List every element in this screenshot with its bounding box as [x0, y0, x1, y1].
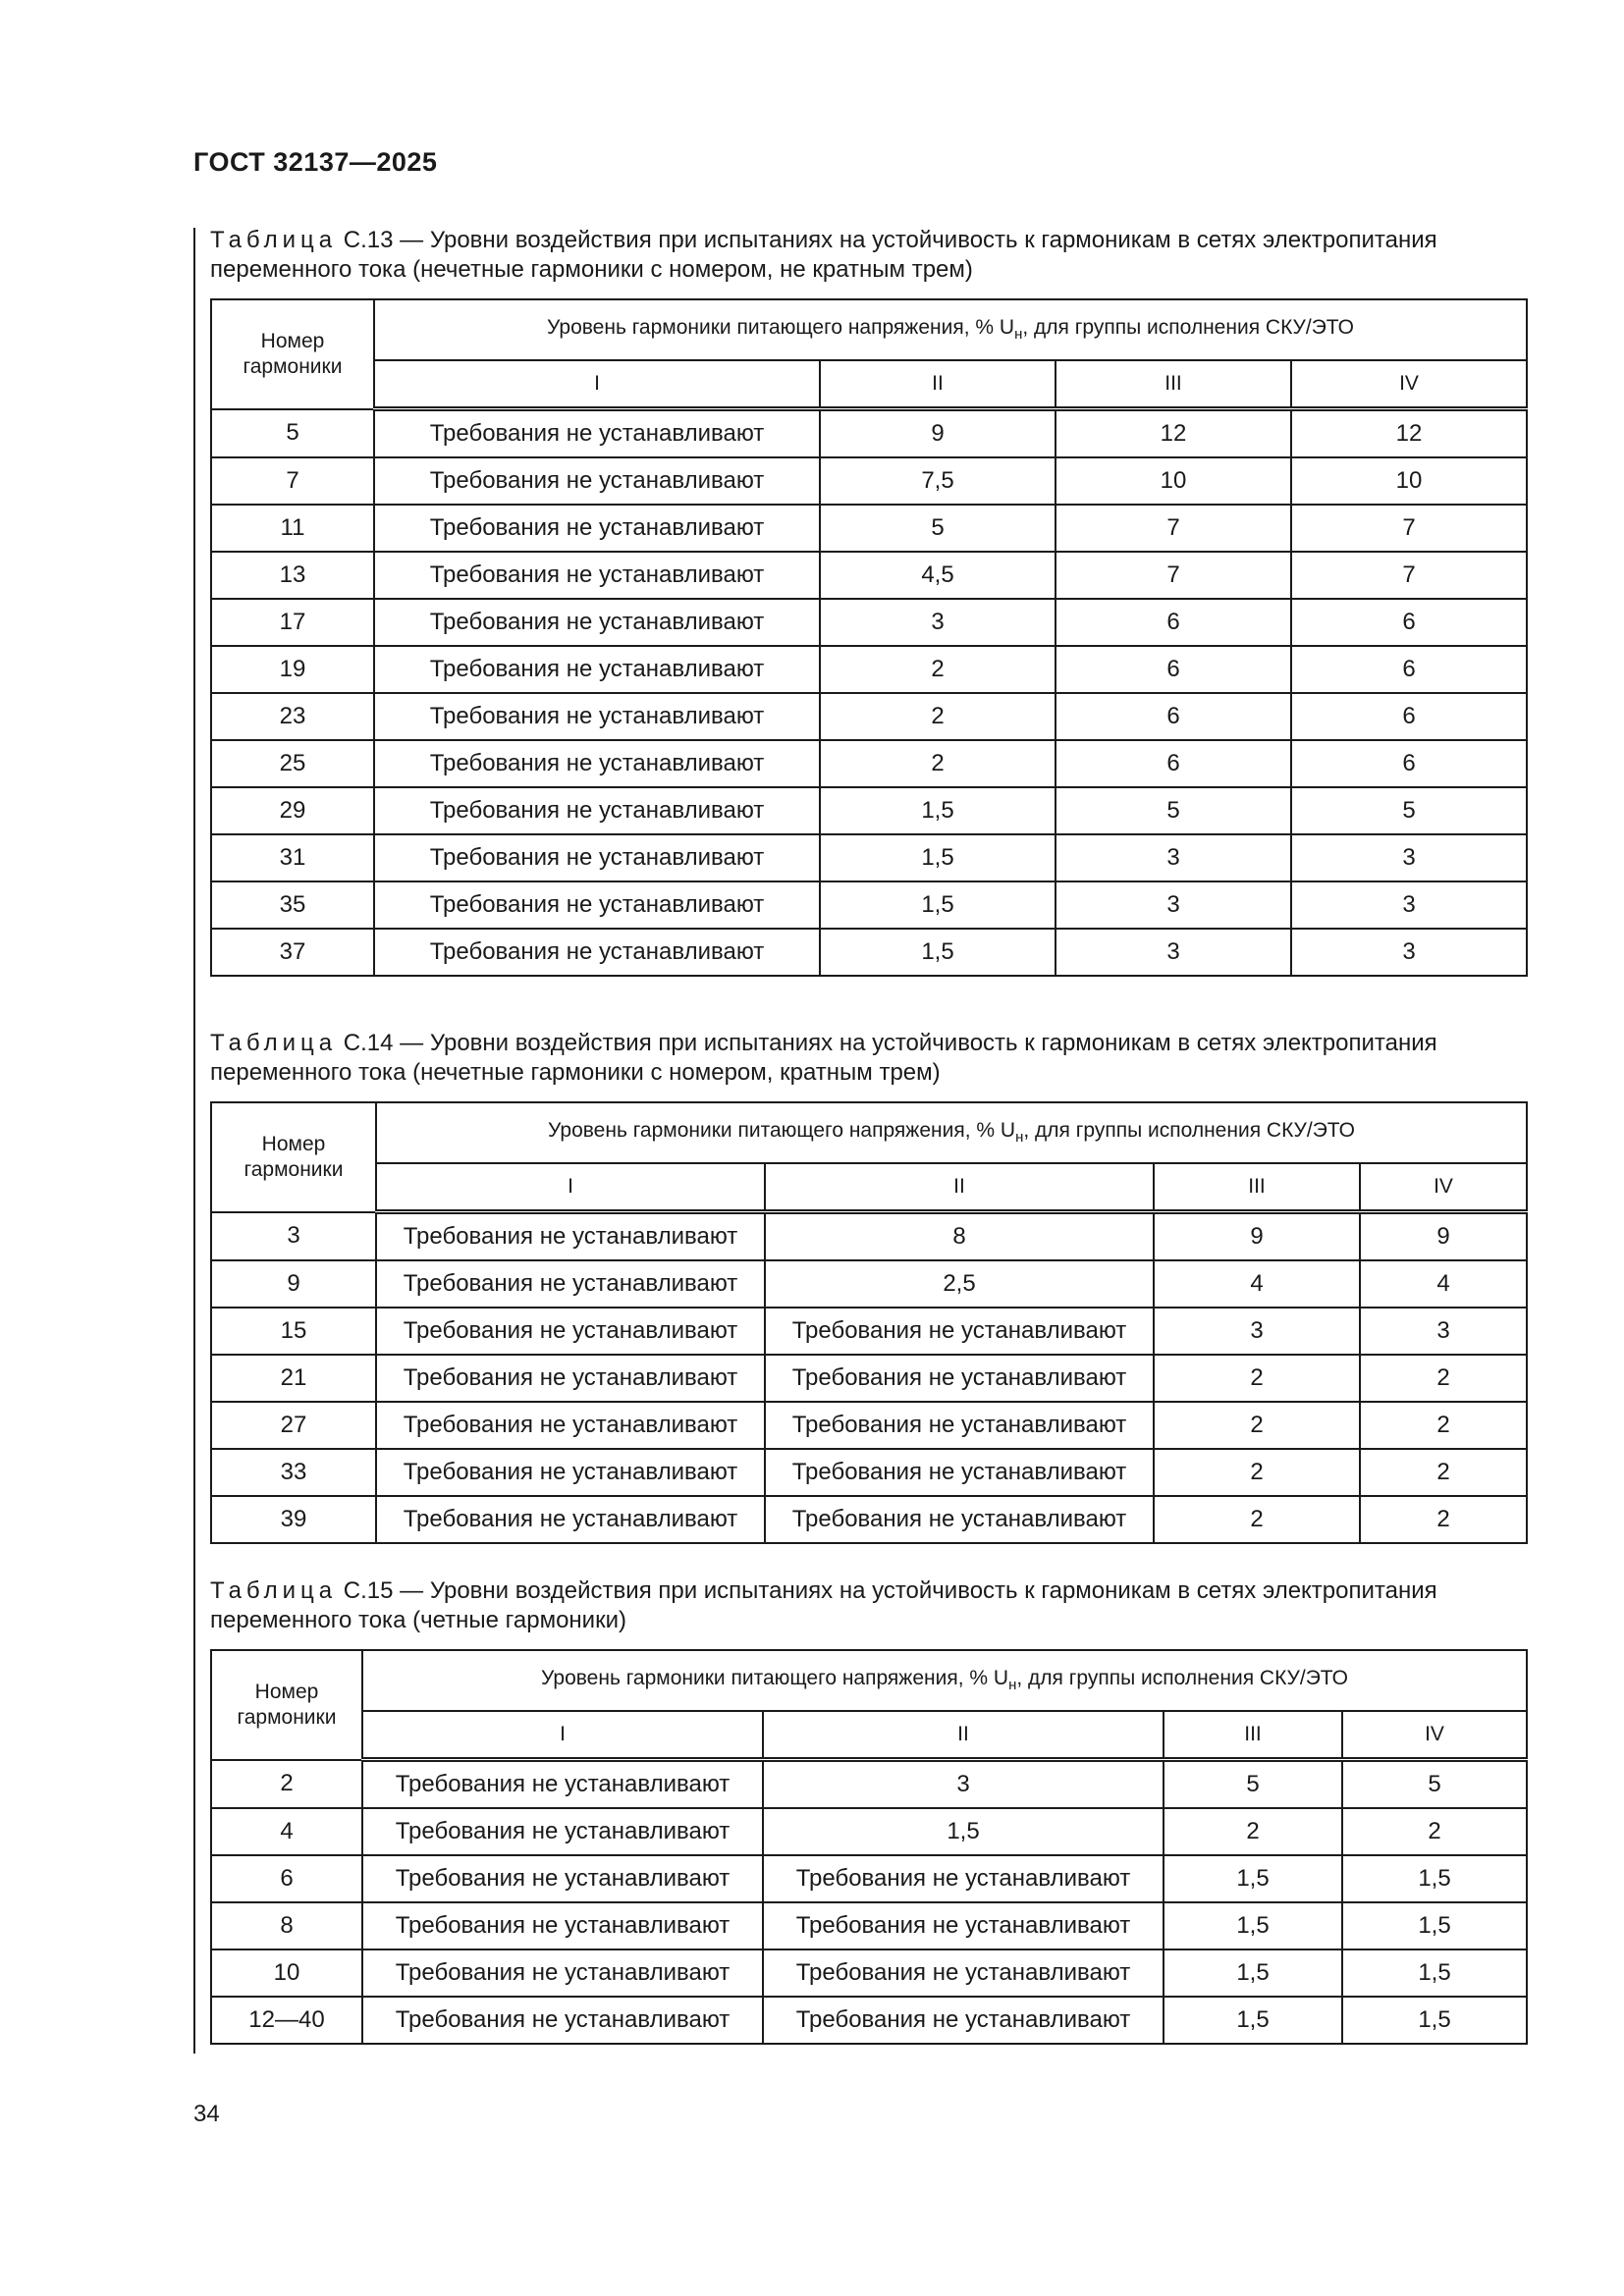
table-row [211, 1449, 1527, 1496]
harmonic-number-cell: 29 [211, 787, 374, 834]
table-row [211, 1402, 1527, 1449]
level-cell: Требования не устанавливают [765, 1308, 1154, 1355]
harmonic-number-cell: 23 [211, 693, 374, 740]
group-header-suffix: , для группы исполнения СКУ/ЭТО [1023, 1119, 1356, 1143]
table-row [211, 1355, 1527, 1402]
caption-text: С.14 — Уровни воздействия при испытаниях на устойчивость к гармоникам в сетях электропитания переменного тока (нечетные гармоники с номером, кратным трем) [210, 1030, 1437, 1086]
level-cell: 12 [1291, 409, 1527, 458]
column-header-group [374, 299, 1527, 360]
table-row [211, 1212, 1527, 1261]
level-cell: 3 [763, 1760, 1164, 1809]
level-cell: Требования не устанавливают [376, 1355, 765, 1402]
level-cell: 6 [1056, 693, 1291, 740]
level-cell: 1,5 [1164, 1997, 1342, 2044]
level-cell: 2 [820, 740, 1056, 787]
level-cell: 1,5 [1164, 1949, 1342, 1997]
level-cell: Требования не устанавливают [362, 1808, 763, 1855]
level-cell: 12 [1056, 409, 1291, 458]
table-c15-section [210, 1576, 1526, 2045]
group-header-sub: н [1008, 1677, 1017, 1694]
column-header-group [376, 1102, 1527, 1163]
level-cell: Требования не устанавливают [362, 1855, 763, 1902]
level-cell: 10 [1291, 457, 1527, 505]
level-cell: Требования не устанавливают [763, 1902, 1164, 1949]
table-row [211, 599, 1527, 646]
margin-rule [193, 228, 195, 2054]
level-cell: 9 [1154, 1212, 1360, 1261]
level-cell: 3 [1056, 929, 1291, 976]
level-cell: Требования не устанавливают [362, 1902, 763, 1949]
harmonic-number-cell: 27 [211, 1402, 376, 1449]
table-row [211, 457, 1527, 505]
harmonic-number-cell: 13 [211, 552, 374, 599]
level-cell: 1,5 [1342, 1997, 1527, 2044]
group-label: IV [1291, 360, 1527, 409]
group-header-prefix: Уровень гармоники питающего напряжения, % U [547, 316, 1015, 340]
table-row [211, 505, 1527, 552]
level-cell: 6 [1291, 693, 1527, 740]
table-row [211, 1855, 1527, 1902]
level-cell: 5 [820, 505, 1056, 552]
column-header-group [362, 1650, 1527, 1711]
harmonic-number-cell: 15 [211, 1308, 376, 1355]
column-header-number: Номер гармоники [211, 299, 374, 409]
level-cell: 3 [820, 599, 1056, 646]
group-label: IV [1360, 1163, 1527, 1212]
level-cell: Требования не устанавливают [376, 1260, 765, 1308]
level-cell: 7 [1291, 505, 1527, 552]
level-cell: 5 [1164, 1760, 1342, 1809]
harmonic-number-cell: 6 [211, 1855, 362, 1902]
level-cell: Требования не устанавливают [374, 646, 820, 693]
table-body [211, 1760, 1527, 2045]
harmonic-number-cell: 35 [211, 881, 374, 929]
level-cell: 3 [1056, 881, 1291, 929]
level-cell: 3 [1291, 834, 1527, 881]
group-label: II [765, 1163, 1154, 1212]
level-cell: Требования не устанавливают [374, 552, 820, 599]
level-cell: Требования не устанавливают [765, 1355, 1154, 1402]
level-cell: 2 [1154, 1496, 1360, 1543]
level-cell: Требования не устанавливают [763, 1855, 1164, 1902]
caption-text: С.13 — Уровни воздействия при испытаниях на устойчивость к гармоникам в сетях электропитания переменного тока (нечетные гармоники с номером, не кратным трем) [210, 227, 1437, 283]
harmonic-number-cell: 25 [211, 740, 374, 787]
level-cell: 2 [1164, 1808, 1342, 1855]
harmonic-number-cell: 5 [211, 409, 374, 458]
table-row [211, 1997, 1527, 2044]
table-row [211, 740, 1527, 787]
column-header-number: Номер гармоники [211, 1102, 376, 1212]
level-cell: 6 [1056, 740, 1291, 787]
group-label: IV [1342, 1711, 1527, 1760]
level-cell: 1,5 [1342, 1855, 1527, 1902]
table-row [211, 646, 1527, 693]
level-cell: 2 [1360, 1402, 1527, 1449]
page-number: 34 [193, 2101, 220, 2127]
harmonic-number-cell: 4 [211, 1808, 362, 1855]
harmonic-number-cell: 21 [211, 1355, 376, 1402]
level-cell: 3 [1291, 929, 1527, 976]
table-row [211, 1902, 1527, 1949]
column-header-number: Номер гармоники [211, 1650, 362, 1760]
table-row [211, 787, 1527, 834]
level-cell: 2 [1154, 1355, 1360, 1402]
group-label: II [763, 1711, 1164, 1760]
harmonic-number-cell: 8 [211, 1902, 362, 1949]
harmonics-table [210, 298, 1528, 977]
harmonics-table [210, 1101, 1528, 1544]
document-header: ГОСТ 32137—2025 [193, 147, 438, 177]
level-cell: Требования не устанавливают [374, 457, 820, 505]
level-cell: Требования не устанавливают [765, 1496, 1154, 1543]
table-body [211, 409, 1527, 977]
level-cell: Требования не устанавливают [362, 1949, 763, 1997]
table-c14-section [210, 1029, 1526, 1544]
table-row [211, 929, 1527, 976]
table-row [211, 1308, 1527, 1355]
level-cell: 2 [1360, 1449, 1527, 1496]
level-cell: Требования не устанавливают [376, 1212, 765, 1261]
level-cell: Требования не устанавливают [765, 1449, 1154, 1496]
level-cell: 2 [1360, 1355, 1527, 1402]
level-cell: Требования не устанавливают [374, 409, 820, 458]
level-cell: Требования не устанавливают [362, 1997, 763, 2044]
group-header-prefix: Уровень гармоники питающего напряжения, % U [541, 1667, 1009, 1690]
harmonic-number-cell: 2 [211, 1760, 362, 1809]
level-cell: Требования не устанавливают [374, 693, 820, 740]
harmonic-number-cell: 19 [211, 646, 374, 693]
group-label: I [376, 1163, 765, 1212]
level-cell: Требования не устанавливают [374, 740, 820, 787]
group-label: I [362, 1711, 763, 1760]
level-cell: 2,5 [765, 1260, 1154, 1308]
level-cell: Требования не устанавливают [374, 834, 820, 881]
harmonic-number-cell: 3 [211, 1212, 376, 1261]
level-cell: 1,5 [1164, 1902, 1342, 1949]
level-cell: 9 [1360, 1212, 1527, 1261]
group-header-sub: н [1015, 1129, 1024, 1147]
harmonic-number-cell: 17 [211, 599, 374, 646]
level-cell: 2 [1360, 1496, 1527, 1543]
table-row [211, 1808, 1527, 1855]
table-row [211, 1760, 1527, 1809]
harmonic-number-cell: 11 [211, 505, 374, 552]
level-cell: 2 [1154, 1449, 1360, 1496]
group-header-sub: н [1014, 326, 1023, 344]
level-cell: Требования не устанавливают [362, 1760, 763, 1809]
group-label: III [1154, 1163, 1360, 1212]
level-cell: 5 [1056, 787, 1291, 834]
level-cell: Требования не устанавливают [374, 881, 820, 929]
level-cell: 4 [1360, 1260, 1527, 1308]
level-cell: 1,5 [820, 834, 1056, 881]
table-caption [210, 1029, 1526, 1088]
level-cell: Требования не устанавливают [763, 1997, 1164, 2044]
level-cell: Требования не устанавливают [374, 787, 820, 834]
level-cell: Требования не устанавливают [763, 1949, 1164, 1997]
table-row [211, 1260, 1527, 1308]
group-label: III [1164, 1711, 1342, 1760]
harmonics-table [210, 1649, 1528, 2045]
level-cell: Требования не устанавливают [376, 1308, 765, 1355]
table-caption [210, 226, 1526, 285]
level-cell: 7 [1056, 552, 1291, 599]
level-cell: 7 [1291, 552, 1527, 599]
level-cell: 10 [1056, 457, 1291, 505]
level-cell: Требования не устанавливают [765, 1402, 1154, 1449]
table-row [211, 1496, 1527, 1543]
harmonic-number-cell: 12—40 [211, 1997, 362, 2044]
group-header-prefix: Уровень гармоники питающего напряжения, % U [548, 1119, 1016, 1143]
level-cell: 6 [1056, 599, 1291, 646]
table-row [211, 881, 1527, 929]
harmonic-number-cell: 7 [211, 457, 374, 505]
level-cell: 5 [1291, 787, 1527, 834]
level-cell: 2 [1154, 1402, 1360, 1449]
level-cell: 4 [1154, 1260, 1360, 1308]
level-cell: 2 [820, 693, 1056, 740]
level-cell: 1,5 [820, 787, 1056, 834]
level-cell: Требования не устанавливают [376, 1402, 765, 1449]
level-cell: 5 [1342, 1760, 1527, 1809]
caption-lead: Таблица [210, 227, 338, 253]
level-cell: 1,5 [820, 881, 1056, 929]
level-cell: Требования не устанавливают [374, 929, 820, 976]
harmonic-number-cell: 39 [211, 1496, 376, 1543]
level-cell: 1,5 [1342, 1949, 1527, 1997]
level-cell: 6 [1291, 740, 1527, 787]
level-cell: Требования не устанавливают [374, 505, 820, 552]
level-cell: 2 [1342, 1808, 1527, 1855]
table-row [211, 409, 1527, 458]
group-label: II [820, 360, 1056, 409]
level-cell: 7 [1056, 505, 1291, 552]
table-row [211, 834, 1527, 881]
harmonic-number-cell: 31 [211, 834, 374, 881]
table-c13-section [210, 226, 1526, 977]
level-cell: 1,5 [820, 929, 1056, 976]
level-cell: 3 [1154, 1308, 1360, 1355]
table-caption [210, 1576, 1526, 1635]
caption-lead: Таблица [210, 1577, 338, 1604]
table-body [211, 1212, 1527, 1544]
level-cell: 3 [1056, 834, 1291, 881]
level-cell: Требования не устанавливают [376, 1496, 765, 1543]
level-cell: 1,5 [763, 1808, 1164, 1855]
level-cell: 8 [765, 1212, 1154, 1261]
level-cell: 3 [1360, 1308, 1527, 1355]
harmonic-number-cell: 33 [211, 1449, 376, 1496]
group-label: I [374, 360, 820, 409]
caption-text: С.15 — Уровни воздействия при испытаниях на устойчивость к гармоникам в сетях электропитания переменного тока (четные гармоники) [210, 1577, 1437, 1633]
group-header-suffix: , для группы исполнения СКУ/ЭТО [1022, 316, 1355, 340]
table-row [211, 1949, 1527, 1997]
harmonic-number-cell: 9 [211, 1260, 376, 1308]
level-cell: Требования не устанавливают [374, 599, 820, 646]
level-cell: 7,5 [820, 457, 1056, 505]
harmonic-number-cell: 10 [211, 1949, 362, 1997]
level-cell: 3 [1291, 881, 1527, 929]
level-cell: 6 [1291, 599, 1527, 646]
caption-lead: Таблица [210, 1030, 338, 1056]
level-cell: 1,5 [1164, 1855, 1342, 1902]
level-cell: 6 [1056, 646, 1291, 693]
level-cell: 6 [1291, 646, 1527, 693]
table-row [211, 693, 1527, 740]
level-cell: 2 [820, 646, 1056, 693]
level-cell: Требования не устанавливают [376, 1449, 765, 1496]
group-label: III [1056, 360, 1291, 409]
level-cell: 4,5 [820, 552, 1056, 599]
level-cell: 1,5 [1342, 1902, 1527, 1949]
table-row [211, 552, 1527, 599]
level-cell: 9 [820, 409, 1056, 458]
harmonic-number-cell: 37 [211, 929, 374, 976]
group-header-suffix: , для группы исполнения СКУ/ЭТО [1016, 1667, 1349, 1690]
